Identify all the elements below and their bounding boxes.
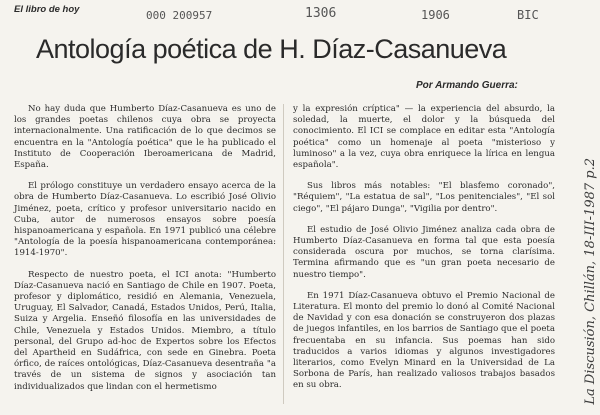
handwritten-number-1: 1306	[305, 6, 337, 21]
handwritten-number-2: 1906	[421, 8, 450, 22]
paragraph: Sus libros más notables: "El blasfemo coronado", "Réquiem", "La estatua de sal", "Los penitenciales", "El sol ciego", "El pájaro Dunga", "Vigilia por dentro".	[293, 181, 555, 214]
paragraph: El prólogo constituye un verdadero ensayo acerca de la obra de Humberto Díaz-Casanueva. Lo escribió José Olivio Jiménez, poeta, crítico y profesor universitario nacido en Cuba, autor de numerosos ensayos sobre poesía hispanoamericana y española. En 1971 publicó una célebre "Antología de la poesía hispanoamericana contemporánea: 1914-1970".	[14, 181, 276, 259]
article-author: Por Armando Guerra:	[416, 80, 518, 91]
column-divider	[283, 104, 284, 404]
paragraph: El estudio de José Olivio Jiménez analiza cada obra de Humberto Díaz-Casanueva en forma tal que esta poesía considerada oscura por muchos, se torna clarísima. Termina afirmando que es "un gran poeta necesario de nuestro tiempo".	[293, 224, 555, 280]
paragraph: Respecto de nuestro poeta, el ICI anota: "Humberto Díaz-Casanueva nació en Santiago de Chile en 1907. Poeta, profesor y diplomático, residió en Alemania, Venezuela, Uruguay, El Salvador, Canadá, Estados Unidos, Perú, Italia, Suiza y Argelia. Enseñó filosofía en las universidades de Chile, Venezuela y Estados Unidos. Miembro, a título personal, del Grupo ad-hoc de Expertos sobre los Efectos del Apartheid en Sudáfrica, con sede en Ginebra. Poeta órfico, de raíces ontológicas, Díaz-Casanueva desentraña "a través de un sistema de signos y asociación tan individualizados que lindan con el hermetismo	[14, 269, 276, 392]
paragraph: En 1971 Díaz-Casanueva obtuvo el Premio Nacional de Literatura. El monto del premio lo donó al Comité Nacional de Navidad y con esa donación se construyeron dos plazas de juegos infantiles, en los barrios de Santiago que el poeta frecuentaba en su infancia. Sus poemas han sido traducidos a varios idiomas y algunos investigadores literarios, como Evelyn Minard en la Universidad de La Sorbona de París, han realizado valiosos trabajos basados en su obra.	[293, 290, 555, 391]
paragraph: No hay duda que Humberto Díaz-Casanueva es uno de los grandes poetas chilenos cuya obra se proyecta internacionalmente. Una ratificación de lo que decimos se encuentra en la "Antología poética" que le ha publicado el Instituto de Cooperación Iberoamericana de Madrid, España.	[14, 104, 276, 171]
handwritten-source-note: La Discusión, Chillán, 18-III-1987 p.2	[583, 158, 598, 405]
handwritten-tag: BIC	[517, 8, 539, 22]
handwritten-code: 000 200957	[146, 9, 213, 22]
paragraph: y la expresión críptica" — la experiencia del absurdo, la soledad, la muerte, el dolor y la búsqueda del conocimiento. El ICI se complace en editar esta "Antología poética" como un homenaje al poeta "misterioso y luminoso" a la vez, cuya obra enriquece la lírica en lengua española".	[293, 104, 555, 171]
left-column	[14, 104, 276, 403]
article-title: Antología poética de H. Díaz-Casanueva	[36, 34, 507, 64]
right-column	[293, 104, 555, 402]
section-label: El libro de hoy	[14, 4, 80, 15]
